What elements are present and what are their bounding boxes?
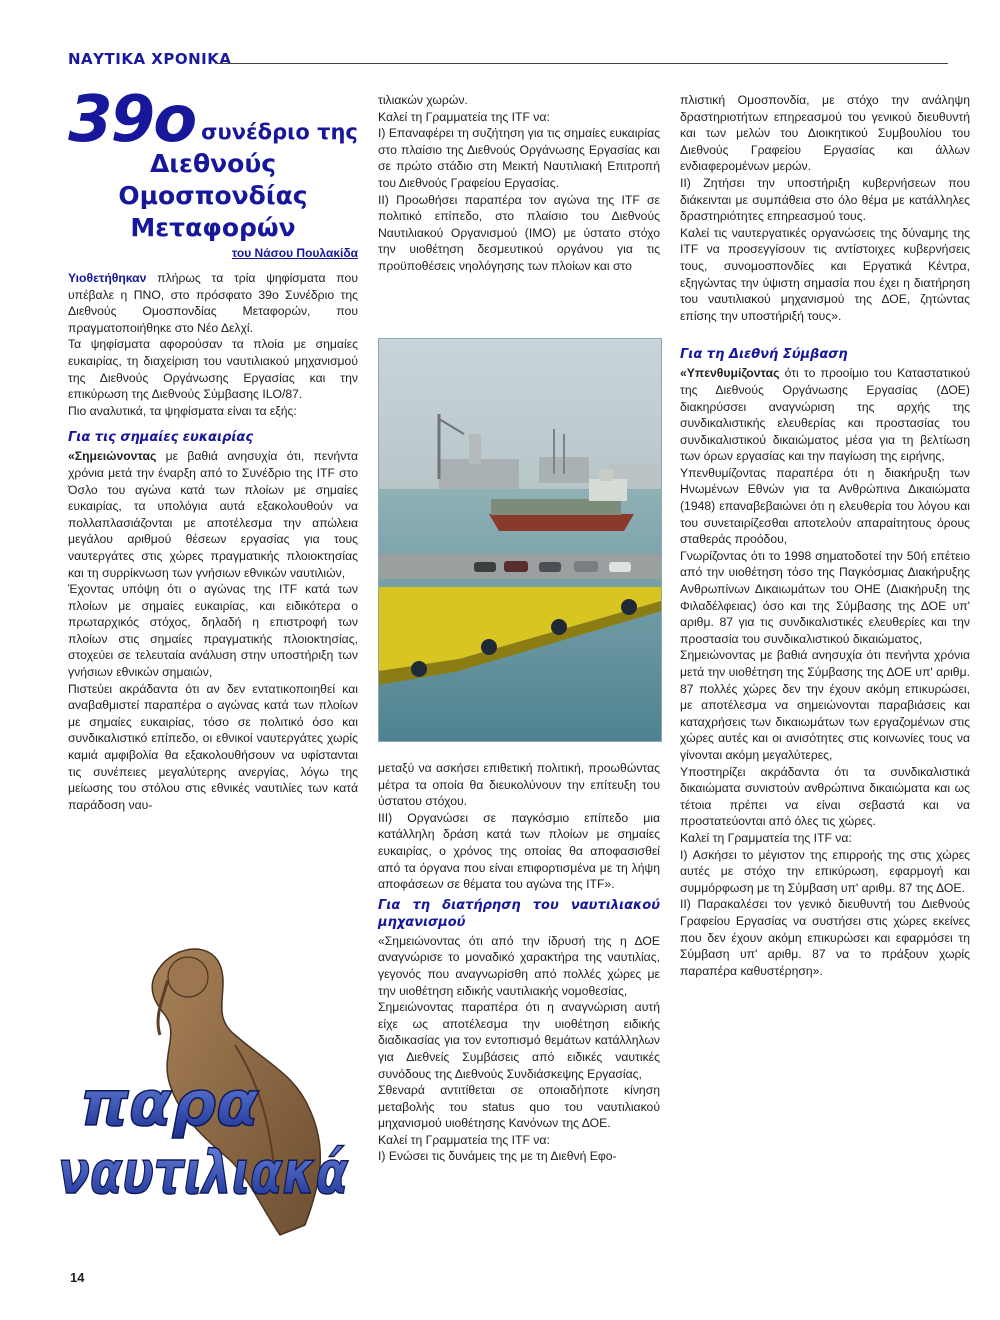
paragraph: I) Επαναφέρει τη συζήτηση για τις σημαίες ευκαιρίας στο πλαίσιο της Διεθνούς Οργάνωσης Εργασίας και σε πρώτο στάδιο στη Μεικτή Ναυτιλιακή Επιτροπή του Διεθνούς Γραφείου Εργασίας. — [378, 126, 660, 190]
paragraph: II) Παρακαλέσει τον γενικό διευθυντή του Διεθνούς Γραφείου Εργασίας να συστήσει στις χώρες εκείνες που δεν έχουν ακόμη επικυρώσει και εφαρμόσει τη Σύμβαση υπ' αριθμ. 87 να το πράξουν χωρίς παραπέρα καθυστέρηση». — [680, 897, 970, 978]
paragraph-text: ότι το προοίμιο του Καταστατικού της Διεθνούς Οργάνωσης Εργασίας (ΔΟΕ) διακηρύσσει αναγνώριση της αρχής της συνδικαλιστικής ελευθερίας και προστασίας του συνδικαλιστικού δικαιώματος μέσα για τη βελτίωση των όρων εργασίας και την παγίωση της ειρήνης, — [680, 366, 970, 464]
paragraph: I) Ενώσει τις δυνάμεις της με τη Διεθνή Εφο- — [378, 1149, 617, 1164]
magazine-name: ΝΑΥΤΙΚΑ ΧΡΟΝΙΚΑ — [68, 50, 232, 68]
title-line-2: Διεθνούς Ομοσπονδίας — [118, 149, 308, 210]
paragraph: III) Οργανώσει σε παγκόσμιο επίπεδο μια κατάλληλη δράση κατά των πλοίων με σημαίες ευκαιρίας, ο χρόνος της οποίας θα αποφασισθεί από τα όργανα που είναι επιφορτισμένα με τη λήψη αποφάσεων σε θέματα του αγώνα της ITF». — [378, 810, 660, 892]
paragraph — [68, 448, 358, 581]
title-line-1 — [68, 83, 358, 157]
harbor-photo-image — [379, 339, 661, 741]
logo-word-2: ναυτιλιακά — [58, 1138, 349, 1208]
paragraph: Σημειώνοντας με βαθιά ανησυχία ότι πενήντα χρόνια μετά την υιοθέτηση της Σύμβασης της ΔΟΕ υπ' αριθμ. 87 πολλές χώρες δεν την έχουν ακόμη επικυρώσει, με αποτέλεσμα να σημειώνονται παραβιάσεις και καταχρήσεις των δικαιωμάτων των εργαζομένων στις χώρες αυτές και οι ανισότητες στις κοινωνίες τους να γίνονται ακόμη μεγαλύτερες, — [680, 648, 970, 762]
column-1 — [68, 270, 358, 813]
paragraph: Τα ψηφίσματα αφορούσαν τα πλοία με σημαίες ευκαιρίας, τη διαχείριση του ναυτιλιακού μηχανισμού της Διεθνούς Οργάνωσης Εργασίας και την επικύρωση της Διεθνούς Σύμβασης ILO/87. — [68, 337, 358, 402]
page-number: 14 — [70, 1270, 85, 1285]
intro-paragraph — [68, 270, 358, 336]
subheading-convention: Για τη Διεθνή Σύμβαση — [680, 347, 848, 363]
paragraph: II) Προωθήσει παραπέρα τον αγώνα της ITF σε πολιτικό επίπεδο, στο πλαίσιο του Διεθνούς Ναυτιλιακού Οργανισμού (IMO) με ύστατο στόχο την υιοθέτηση δεσμευτικού οργάνου για τις προϋποθέσεις νηολόγησης των πλοίων και στο — [378, 192, 660, 273]
figurehead-image — [60, 935, 355, 1245]
figurehead-artwork — [60, 935, 355, 1245]
column-2-top — [378, 92, 660, 275]
intro-text: πλήρως τα τρία ψηφίσματα που υπέβαλε η ΠΝΟ, στο πρόσφατο 39ο Συνέδριο της Διεθνούς Ομοσπονδίας Μεταφορών, που πραγματοποιήθηκε στο Νέο Δελχί. — [68, 271, 358, 335]
harbor-photo — [378, 338, 662, 742]
paragraph: Σθεναρά αντιτίθεται σε οποιαδήποτε κίνηση μεταβολής του status quo του ναυτιλιακού μηχανισμού υιοθέτησης Κανόνων της ΔΟΕ. — [378, 1083, 660, 1131]
paragraph-text: με βαθιά ανησυχία ότι, πενήντα χρόνια μετά την έναρξη από το Συνέδριο της ITF στο Όσλο του αγώνα κατά των πλοίων με σημαίες ευκαιρίας, τα υπολόγια αυτά εξακολουθούν να πολλαπλασιάζονται με αποτέλεσμα την απώλεια μεγάλου αριθμού θέσεων εργασίας για τους ναυτεργάτες στις χώρες πραγματικής πλοιοκτησίας και τη συρρίκνωση των γνήσιων εθνικών ναυτιλιών, — [68, 449, 358, 580]
paragraph: Καλεί τη Γραμματεία της ITF να: — [378, 109, 550, 124]
paragraph — [680, 365, 970, 465]
subheading-flags: Για τις σημαίες ευκαιρίας — [68, 430, 254, 446]
logo-word-1: παρα — [80, 1067, 259, 1140]
paragraph: Σημειώνοντας παραπέρα ότι η αναγνώριση αυτή είχε ως αποτέλεσμα την υιοθέτηση ειδικής διαδικασίας για τον εντοπισμό θεμάτων κατάλληλων για Διεθνείς Συμβάσεις από ειδικές ναυτικές συνόδους της Διεθνούς Συνδιάσκεψης Εργασίας, — [378, 1000, 660, 1081]
paragraph: Πιο αναλυτικά, τα ψηφίσματα είναι τα εξής: — [68, 403, 297, 418]
title-line-1-text: συνέδριο της — [201, 120, 358, 144]
title-line-3: Μεταφορών — [130, 213, 296, 242]
paragraph: Καλεί τις ναυτεργατικές οργανώσεις της δύναμης της ITF να προσεγγίσουν τις αντίστοιχες κυβερνήσεις τους, συνομοσπονδίες και Εργατικά Κέντρα, εξηγώντας την ύψιστη σημασία που έχει η διατήρηση του ναυτιλιακού μηχανισμού της ΔΟΕ, ζητώντας επίσης την υποστήριξή τους». — [680, 225, 970, 323]
paragraph: Καλεί τη Γραμματεία της ITF να: — [378, 1132, 550, 1147]
paragraph: Έχοντας υπόψη ότι ο αγώνας της ITF κατά των πλοίων με σημαίες ευκαιρίας, και ειδικότερα ο πρωταρχικός στόχος, δηλαδή η επιστροφή των πλοίων στις σημαίες πραγματικής πλοιοκτησίας, στοχεύει σε τελευταία ανάλυση στην υποστήριξη των γνήσιων εθνικών σημαιών, — [68, 582, 358, 680]
paragraph: Καλεί τη Γραμματεία της ITF να: — [680, 830, 852, 845]
paragraph: πλιστική Ομοσπονδία, με στόχο την ανάληψη δραστηριοτήτων επηρεασμού του γενικού διευθυντή και των μελών του Διοικητικού Συμβουλίου του Διεθνούς Γραφείου Εργασίας και άλλων ενδιαφερομένων μερών. — [680, 93, 970, 174]
paragraph: Υποστηρίζει ακράδαντα ότι τα συνδικαλιστικά δικαιώματα συνιστούν ανθρώπινα δικαιώματα και ως τέτοια πρέπει να είναι σεβαστά και να προστατεύονται από όλες τις χώρες. — [680, 764, 970, 829]
paragraph: II) Ζητήσει την υποστήριξη κυβερνήσεων που διάκεινται με συμπάθεια στο όλο θέμα με κατάλληλες δραστηριότητες επηρεασμού τους. — [680, 175, 970, 224]
header-rule — [216, 63, 948, 64]
title-number: 39ο — [68, 83, 196, 157]
intro-lead: Υιοθετήθηκαν — [68, 271, 147, 285]
paragraph: «Σημειώνοντας ότι από την ίδρυσή της η ΔΟΕ αναγνώρισε το μοναδικό χαρακτήρα της ναυτιλίας, γεγονός που αναγνωρίσθη από πολλές χώρες με την υιοθέτηση ειδικής ναυτιλιακής νομοθεσίας, — [378, 933, 660, 998]
author-byline: του Νάσου Πουλακίδα — [231, 246, 358, 260]
paragraph: μεταξύ να ασκήσει επιθετική πολιτική, προωθώντας μέτρα τα οποία θα διευκολύνουν την επίτευξη του ύστατου στόχου. — [378, 761, 660, 809]
paragraph: Γνωρίζοντας ότι το 1998 σηματοδοτεί την 50ή επέτειο από την υιοθέτηση τόσο της Παγκόσμιας Διακήρυξης Ανθρωπίνων Δικαιωμάτων του ΟΗΕ (Διακήρυξη της Φιλαδέλφειας) όσο και της Σύμβασης της ΔΟΕ υπ' αριθμ. 87 για τις συνδικαλιστικές ελευθερίες και την προστασία του συνδικαλιστικού δικαιώματος, — [680, 548, 970, 646]
subheading-maritime-mechanism: Για τη διατήρηση του ναυτιλιακού μηχανισμού — [378, 897, 660, 930]
paragraph-lead: «Υπενθυμίζοντας — [680, 366, 780, 381]
page-header — [68, 50, 948, 74]
paragraph: I) Ασκήσει το μέγιστον της επιρροής της στις χώρες αυτές με στόχο την επικύρωση, εφαρμογή και συμμόρφωση με τη Σύμβαση υπ' αριθμ. 87 της ΔΟΕ. — [680, 847, 970, 895]
paragraph: Πιστεύει ακράδαντα ότι αν δεν εντατικοποιηθεί και αναβαθμιστεί παραπέρα ο αγώνας κατά των πλοίων με σημαίες ευκαιρίας, τόσο σε πολιτικό όσο και συνδικαλιστικό επίπεδο, οι εθνικοί ναυτεργάτες χωρίς καμιά αμφιβολία θα εξακολουθήσουν να υφίστανται τις συνέπειες μεγαλύτερης ανεργίας, λόγω της μείωσης του στόλου στις εθνικές ναυτιλίες των κατά παράδοση ναυ- — [68, 681, 358, 812]
column-3 — [680, 92, 970, 979]
article-title — [68, 83, 358, 260]
paragraph: Υπενθυμίζοντας παραπέρα ότι η διακήρυξη των Ηνωμένων Εθνών για τα Ανθρώπινα Δικαιώματα (1948) επαναβεβαιώνει ότι η ελευθερία του λόγου και του συνεταιρίζεσθαι αποτελούν απαραίτητους όρους σταθεράς προόδου, — [680, 465, 970, 547]
paragraph: τιλιακών χωρών. — [378, 93, 468, 107]
column-2-bottom — [378, 760, 660, 1165]
paragraph-lead: «Σημειώνοντας — [68, 449, 157, 464]
